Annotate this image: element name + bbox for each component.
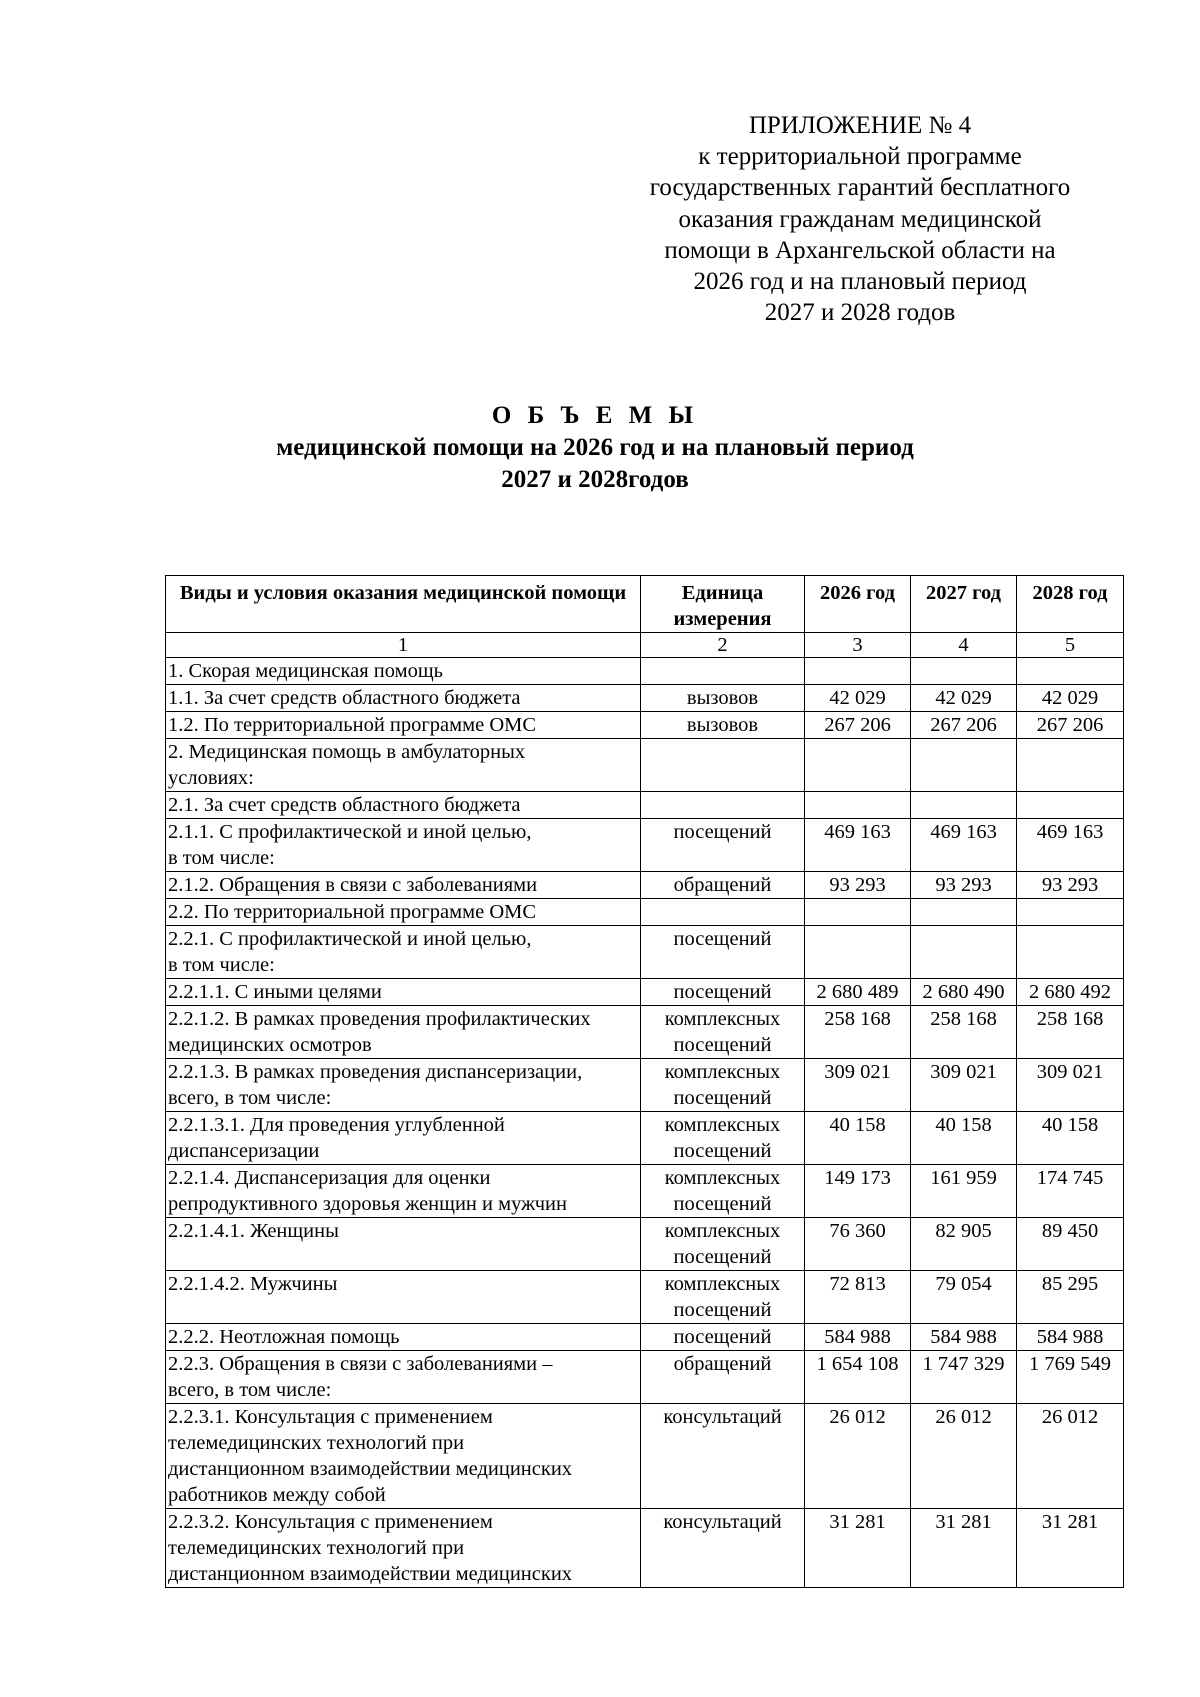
row-name-cell: 2.1.2. Обращения в связи с заболеваниями — [166, 872, 641, 899]
row-value-2027: 31 281 — [911, 1509, 1017, 1588]
row-value-2028 — [1017, 899, 1124, 926]
column-number-row — [166, 633, 1124, 658]
row-name-cell: 2.2.2. Неотложная помощь — [166, 1324, 641, 1351]
row-unit-cell: посещений — [641, 979, 805, 1006]
row-name-cell: 2.2.1.3. В рамках проведения диспансеризации, всего, в том числе: — [166, 1059, 641, 1112]
appendix-line: к территориальной программе — [698, 143, 1022, 171]
column-header: Виды и условия оказания медицинской помощи — [166, 576, 641, 633]
row-value-2026 — [805, 899, 911, 926]
row-unit-cell — [641, 658, 805, 685]
row-unit-cell: обращений — [641, 1351, 805, 1404]
row-value-2026 — [805, 739, 911, 792]
table-row — [166, 1218, 1124, 1271]
row-value-2027 — [911, 926, 1017, 979]
column-number: 4 — [911, 633, 1017, 658]
row-value-2028: 584 988 — [1017, 1324, 1124, 1351]
row-unit-cell: комплексных посещений — [641, 1006, 805, 1059]
row-unit-cell: вызовов — [641, 685, 805, 712]
row-value-2027: 258 168 — [911, 1006, 1017, 1059]
row-unit-cell: комплексных посещений — [641, 1218, 805, 1271]
row-unit-cell: консультаций — [641, 1404, 805, 1509]
document-subtitle-line: 2027 и 2028годов — [501, 466, 689, 493]
table-row — [166, 685, 1124, 712]
row-value-2028 — [1017, 739, 1124, 792]
row-value-2027: 26 012 — [911, 1404, 1017, 1509]
row-value-2027: 584 988 — [911, 1324, 1017, 1351]
row-value-2028: 26 012 — [1017, 1404, 1124, 1509]
document-heading — [165, 400, 1025, 496]
row-value-2027: 469 163 — [911, 819, 1017, 872]
row-name-cell: 2.2.3. Обращения в связи с заболеваниями – всего, в том числе: — [166, 1351, 641, 1404]
row-name-cell: 2.2. По территориальной программе ОМС — [166, 899, 641, 926]
table-header-row — [166, 576, 1124, 633]
row-name-cell: 2.2.1.4.1. Женщины — [166, 1218, 641, 1271]
row-value-2028: 42 029 — [1017, 685, 1124, 712]
row-name-cell: 2.2.3.2. Консультация с применением телемедицинских технологий при дистанционном взаимодействии медицинских — [166, 1509, 641, 1588]
row-value-2026: 26 012 — [805, 1404, 911, 1509]
appendix-line: государственных гарантий бесплатного — [649, 174, 1071, 202]
row-value-2026: 76 360 — [805, 1218, 911, 1271]
column-header: 2027 год — [911, 576, 1017, 633]
column-number: 1 — [166, 633, 641, 658]
row-value-2027: 2 680 490 — [911, 979, 1017, 1006]
appendix-line: оказания гражданам медицинской — [678, 205, 1042, 233]
table-row — [166, 1324, 1124, 1351]
row-value-2027 — [911, 899, 1017, 926]
row-unit-cell: комплексных посещений — [641, 1112, 805, 1165]
row-value-2028: 267 206 — [1017, 712, 1124, 739]
row-value-2026: 40 158 — [805, 1112, 911, 1165]
row-name-cell: 2. Медицинская помощь в амбулаторных условиях: — [166, 739, 641, 792]
row-value-2027: 79 054 — [911, 1271, 1017, 1324]
appendix-line: помощи в Архангельской области на — [664, 236, 1056, 264]
table-row — [166, 658, 1124, 685]
column-header: 2028 год — [1017, 576, 1124, 633]
row-value-2026 — [805, 658, 911, 685]
row-name-cell: 2.2.1.2. В рамках проведения профилактических медицинских осмотров — [166, 1006, 641, 1059]
table-row — [166, 1404, 1124, 1509]
row-value-2028: 93 293 — [1017, 872, 1124, 899]
table-row — [166, 819, 1124, 872]
table-row — [166, 739, 1124, 792]
column-number: 5 — [1017, 633, 1124, 658]
row-value-2028 — [1017, 658, 1124, 685]
row-name-cell: 2.2.3.1. Консультация с применением телемедицинских технологий при дистанционном взаимодействии медицинских работников между собой — [166, 1404, 641, 1509]
row-value-2028 — [1017, 792, 1124, 819]
row-value-2027: 82 905 — [911, 1218, 1017, 1271]
column-header: Единица измерения — [641, 576, 805, 633]
document-subtitle-line: медицинской помощи на 2026 год и на плановый период — [276, 434, 914, 461]
row-name-cell: 1. Скорая медицинская помощь — [166, 658, 641, 685]
table-row — [166, 872, 1124, 899]
row-name-cell: 2.2.1.3.1. Для проведения углубленной диспансеризации — [166, 1112, 641, 1165]
row-value-2028: 174 745 — [1017, 1165, 1124, 1218]
column-header: 2026 год — [805, 576, 911, 633]
row-unit-cell: вызовов — [641, 712, 805, 739]
row-value-2026: 2 680 489 — [805, 979, 911, 1006]
table-row — [166, 1165, 1124, 1218]
row-name-cell: 2.1. За счет средств областного бюджета — [166, 792, 641, 819]
row-value-2028 — [1017, 926, 1124, 979]
row-value-2028: 89 450 — [1017, 1218, 1124, 1271]
row-unit-cell: посещений — [641, 819, 805, 872]
row-value-2028: 31 281 — [1017, 1509, 1124, 1588]
column-number: 2 — [641, 633, 805, 658]
row-value-2027: 161 959 — [911, 1165, 1017, 1218]
table-body — [166, 658, 1124, 1588]
appendix-block — [600, 110, 1120, 328]
row-unit-cell — [641, 792, 805, 819]
row-value-2026: 72 813 — [805, 1271, 911, 1324]
row-value-2028: 85 295 — [1017, 1271, 1124, 1324]
volumes-table — [165, 575, 1124, 1588]
column-number: 3 — [805, 633, 911, 658]
row-value-2026 — [805, 792, 911, 819]
row-value-2026: 42 029 — [805, 685, 911, 712]
row-value-2026: 1 654 108 — [805, 1351, 911, 1404]
row-name-cell: 2.2.1.4.2. Мужчины — [166, 1271, 641, 1324]
row-value-2027: 42 029 — [911, 685, 1017, 712]
row-value-2028: 2 680 492 — [1017, 979, 1124, 1006]
row-name-cell: 1.1. За счет средств областного бюджета — [166, 685, 641, 712]
table-row — [166, 979, 1124, 1006]
row-name-cell: 1.2. По территориальной программе ОМС — [166, 712, 641, 739]
row-value-2028: 469 163 — [1017, 819, 1124, 872]
row-value-2026: 93 293 — [805, 872, 911, 899]
row-value-2026: 267 206 — [805, 712, 911, 739]
row-value-2028: 1 769 549 — [1017, 1351, 1124, 1404]
row-value-2027: 1 747 329 — [911, 1351, 1017, 1404]
row-value-2027 — [911, 658, 1017, 685]
row-value-2027: 93 293 — [911, 872, 1017, 899]
row-value-2027 — [911, 739, 1017, 792]
row-value-2028: 309 021 — [1017, 1059, 1124, 1112]
table-row — [166, 1006, 1124, 1059]
table-row — [166, 1059, 1124, 1112]
table-row — [166, 792, 1124, 819]
row-name-cell: 2.1.1. С профилактической и иной целью, в том числе: — [166, 819, 641, 872]
row-value-2026: 469 163 — [805, 819, 911, 872]
row-unit-cell: комплексных посещений — [641, 1059, 805, 1112]
row-value-2027: 40 158 — [911, 1112, 1017, 1165]
row-value-2027: 309 021 — [911, 1059, 1017, 1112]
row-value-2026: 309 021 — [805, 1059, 911, 1112]
table-row — [166, 1509, 1124, 1588]
table-row — [166, 1112, 1124, 1165]
row-unit-cell — [641, 899, 805, 926]
row-unit-cell: посещений — [641, 1324, 805, 1351]
table-row — [166, 899, 1124, 926]
appendix-line: 2026 год и на плановый период — [693, 268, 1027, 296]
table-row — [166, 926, 1124, 979]
row-name-cell: 2.2.1. С профилактической и иной целью, в том числе: — [166, 926, 641, 979]
row-unit-cell: консультаций — [641, 1509, 805, 1588]
row-name-cell: 2.2.1.4. Диспансеризация для оценки репродуктивного здоровья женщин и мужчин — [166, 1165, 641, 1218]
appendix-line: 2027 и 2028 годов — [764, 299, 956, 327]
row-value-2027 — [911, 792, 1017, 819]
row-value-2028: 40 158 — [1017, 1112, 1124, 1165]
row-value-2027: 267 206 — [911, 712, 1017, 739]
appendix-line: ПРИЛОЖЕНИЕ № 4 — [748, 112, 972, 139]
row-unit-cell: комплексных посещений — [641, 1165, 805, 1218]
row-value-2028: 258 168 — [1017, 1006, 1124, 1059]
table-row — [166, 712, 1124, 739]
table-row — [166, 1271, 1124, 1324]
row-value-2026: 149 173 — [805, 1165, 911, 1218]
row-value-2026: 258 168 — [805, 1006, 911, 1059]
row-value-2026: 31 281 — [805, 1509, 911, 1588]
document-title: О Б Ъ Е М Ы — [491, 402, 699, 429]
table-row — [166, 1351, 1124, 1404]
row-name-cell: 2.2.1.1. С иными целями — [166, 979, 641, 1006]
row-value-2026: 584 988 — [805, 1324, 911, 1351]
row-unit-cell — [641, 739, 805, 792]
row-unit-cell: посещений — [641, 926, 805, 979]
row-value-2026 — [805, 926, 911, 979]
row-unit-cell: комплексных посещений — [641, 1271, 805, 1324]
row-unit-cell: обращений — [641, 872, 805, 899]
